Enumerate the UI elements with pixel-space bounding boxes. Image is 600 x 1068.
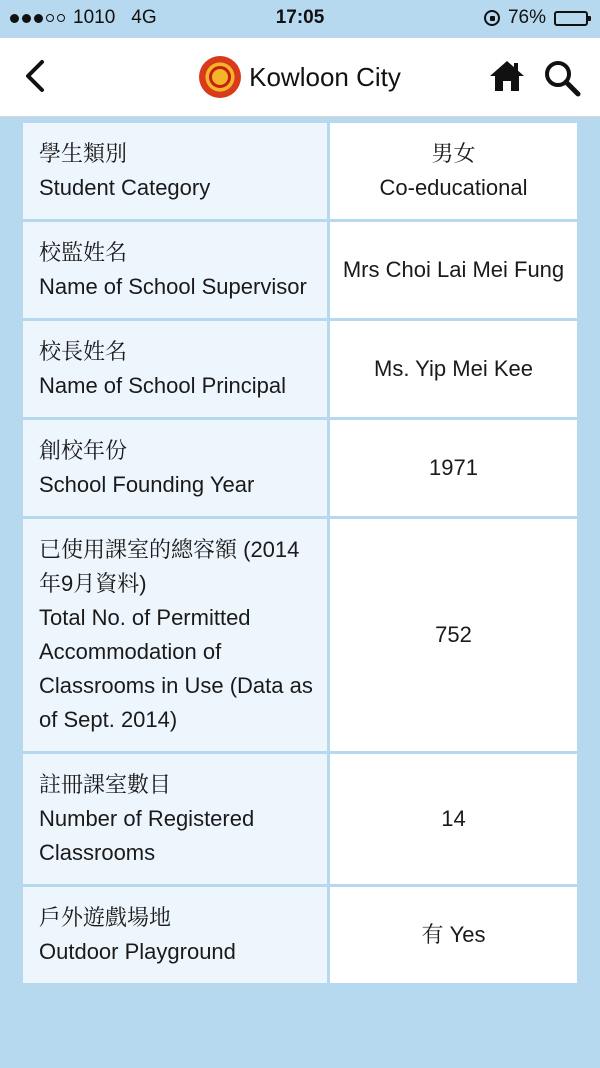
carrier-name: 1010 <box>73 7 116 28</box>
table-row <box>22 122 579 221</box>
label-english: Number of Registered Classrooms <box>39 806 255 865</box>
label-chinese: 校長姓名 <box>39 339 128 364</box>
table-row <box>22 320 579 419</box>
value-english: 14 <box>441 806 466 831</box>
nav-bar <box>0 38 600 117</box>
row-label <box>22 419 329 518</box>
row-label <box>22 518 329 753</box>
battery-percent: 76% <box>507 7 546 28</box>
row-value <box>329 518 579 753</box>
row-label <box>22 221 329 320</box>
row-label <box>22 320 329 419</box>
status-bar <box>0 0 600 38</box>
row-value <box>329 886 579 985</box>
label-chinese: 學生類別 <box>39 141 128 166</box>
table-row <box>22 753 579 886</box>
value-english: 752 <box>435 622 472 647</box>
value-english: 1971 <box>429 455 478 480</box>
value-english: 有 Yes <box>421 922 486 947</box>
label-chinese: 創校年份 <box>39 438 128 463</box>
label-english: Total No. of Permitted Accommodation of Classrooms in Use (Data as of Sept. 2014) <box>39 605 313 732</box>
label-english: Outdoor Playground <box>39 939 236 964</box>
search-icon <box>542 58 582 98</box>
label-chinese: 校監姓名 <box>39 240 128 265</box>
label-chinese: 戶外遊戲場地 <box>39 905 172 930</box>
row-value <box>329 122 579 221</box>
row-value <box>329 419 579 518</box>
district-logo <box>199 56 241 98</box>
label-english: Name of School Supervisor <box>39 274 307 299</box>
value-english: Ms. Yip Mei Kee <box>374 356 533 381</box>
table-row <box>22 221 579 320</box>
label-english: Student Category <box>39 175 211 200</box>
row-value <box>329 753 579 886</box>
row-label <box>22 122 329 221</box>
home-button[interactable] <box>488 58 526 94</box>
home-icon <box>488 58 526 94</box>
search-button[interactable] <box>542 58 582 98</box>
label-english: Name of School Principal <box>39 373 287 398</box>
value-english: Mrs Choi Lai Mei Fung <box>342 257 565 282</box>
table-row <box>22 886 579 985</box>
school-info-panel[interactable] <box>20 116 580 1068</box>
label-chinese: 已使用課室的總容額 (2014年9月資料) <box>39 537 300 596</box>
row-label <box>22 886 329 985</box>
page-title: Kowloon City <box>249 61 401 92</box>
label-english: School Founding Year <box>39 472 255 497</box>
row-value <box>329 221 579 320</box>
orientation-lock-icon <box>484 10 500 26</box>
table-row <box>22 518 579 753</box>
battery-icon <box>554 11 588 26</box>
label-chinese: 註冊課室數目 <box>39 772 172 797</box>
school-info-table <box>20 120 580 986</box>
value-chinese: 男女 <box>431 141 476 166</box>
network-type: 4G <box>131 7 157 28</box>
value-english: Co-educational <box>379 175 528 200</box>
row-value <box>329 320 579 419</box>
clock: 17:05 <box>275 7 325 28</box>
table-row <box>22 419 579 518</box>
row-label <box>22 753 329 886</box>
